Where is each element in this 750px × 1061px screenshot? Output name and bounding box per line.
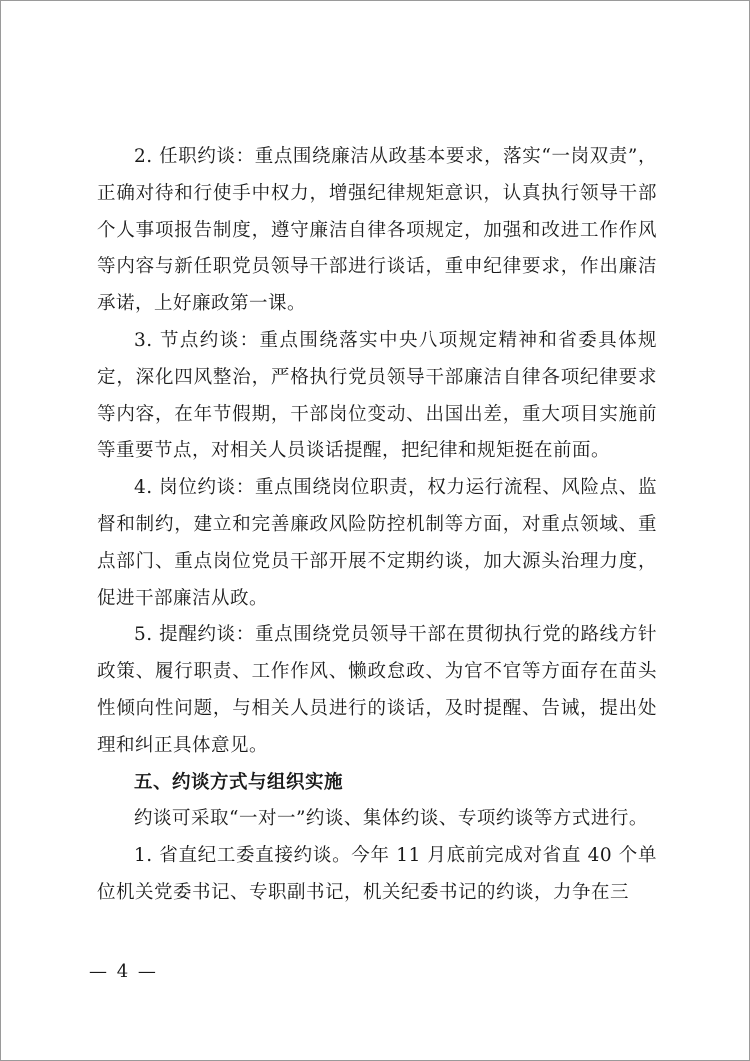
document-body — [97, 139, 657, 912]
paragraph-talk-methods: 约谈可采取“一对一”约谈、集体约谈、专项约谈等方式进行。 — [134, 808, 648, 830]
paragraph-post-talk: 4. 岗位约谈：重点围绕岗位职责，权力运行流程、风险点、监督和制约，建立和完善廉政风险防控机制等方面，对重点领域、重点部门、重点岗位党员干部开展不定期约谈，加大源头治理力度，促进干部廉洁从政。 — [97, 477, 657, 609]
section-heading: 五、约谈方式与组织实施 — [134, 771, 344, 793]
paragraph-tenure-talk: 2. 任职约谈：重点围绕廉洁从政基本要求，落实“一岗双责”，正确对待和行使手中权力，增强纪律规矩意识，认真执行领导干部个人事项报告制度，遵守廉洁自律各项规定，加强和改进工作作风等内容与新任职党员领导干部进行谈话，重申纪律要求，作出廉洁承诺，上好廉政第一课。 — [97, 146, 657, 315]
page-number: — 4 — — [89, 961, 158, 982]
paragraph-reminder-talk: 5. 提醒约谈：重点围绕党员领导干部在贯彻执行党的路线方针政策、履行职责、工作作风、懒政怠政、为官不官等方面存在苗头性倾向性问题，与相关人员进行的谈话，及时提醒、告诫，提出处理和纠正具体意见。 — [97, 624, 657, 756]
paragraph-direct-talk: 1. 省直纪工委直接约谈。今年 11 月底前完成对省直 40 个单位机关党委书记、专职副书记，机关纪委书记的约谈，力争在三 — [97, 845, 657, 903]
paragraph-node-talk: 3. 节点约谈：重点围绕落实中央八项规定精神和省委具体规定，深化四风整治，严格执行党员领导干部廉洁自律各项纪律要求等内容，在年节假期，干部岗位变动、出国出差，重大项目实施前等重要节点，对相关人员谈话提醒，把纪律和规矩挺在前面。 — [97, 329, 657, 462]
